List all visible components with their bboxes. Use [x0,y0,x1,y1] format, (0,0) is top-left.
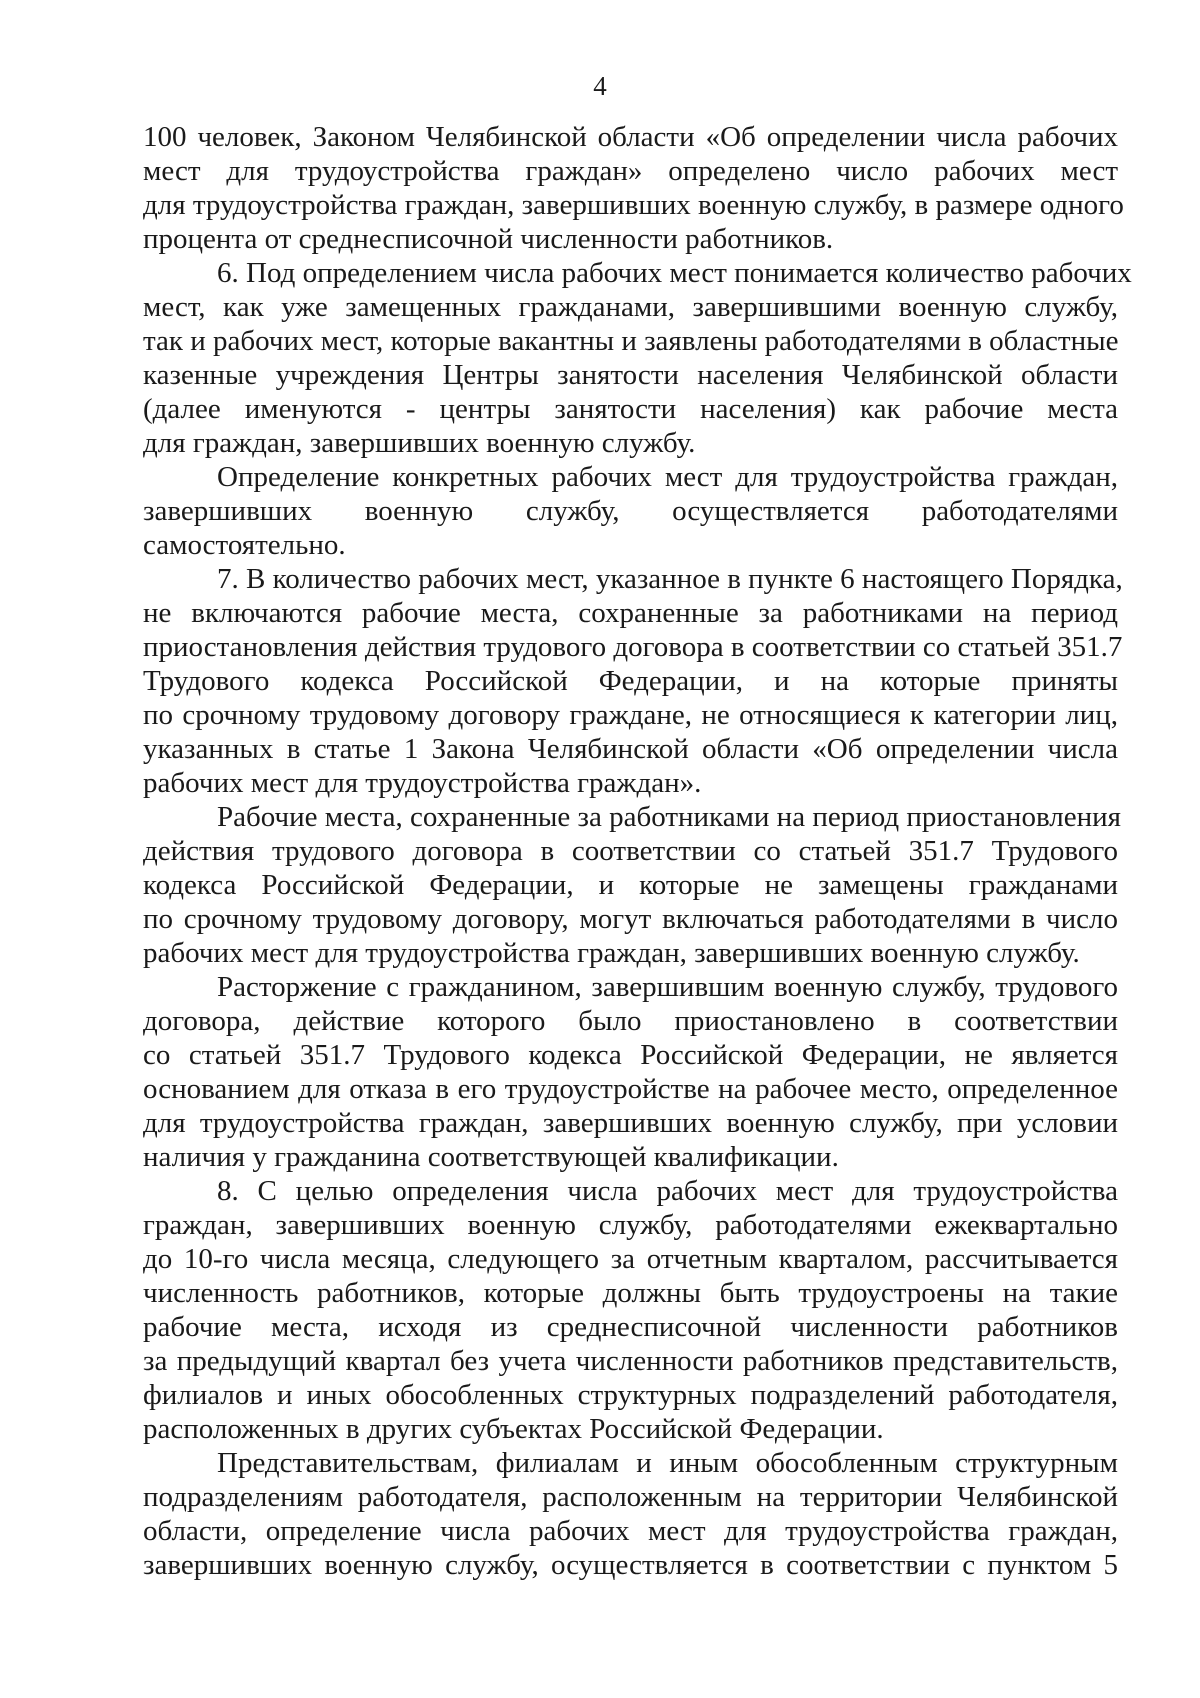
text-line: самостоятельно. [143,529,346,561]
text-line: филиалов и иных обособленных структурных подразделений работодателя, [143,1379,1118,1411]
paragraph [143,120,1124,256]
paragraph [143,460,1118,562]
text-line: для граждан, завершивших военную службу. [143,427,696,459]
text-line: расположенных в других субъектах Российской Федерации. [143,1413,884,1445]
text-line: не включаются рабочие места, сохраненные за работниками на период [143,597,1118,629]
text-line: для трудоустройства граждан, завершивших военную службу, при условии [143,1107,1118,1139]
text-line: основанием для отказа в его трудоустройстве на рабочее место, определенное [143,1073,1118,1105]
text-line: Трудового кодекса Российской Федерации, и на которые приняты [143,665,1118,697]
text-line: наличия у гражданина соответствующей квалификации. [143,1141,839,1173]
text-line: завершивших военную службу, осуществляется работодателями [143,495,1118,527]
text-line: области, определение числа рабочих мест для трудоустройства граждан, [143,1515,1118,1547]
text-line: указанных в статье 1 Закона Челябинской области «Об определении числа [143,733,1118,765]
text-line: со статьей 351.7 Трудового кодекса Российской Федерации, не является [143,1039,1118,1071]
text-line: по срочному трудовому договору граждане, не относящиеся к категории лиц, [143,699,1118,731]
text-line: численность работников, которые должны быть трудоустроены на такие [143,1277,1118,1309]
text-line: завершивших военную службу, осуществляется в соответствии с пунктом 5 [143,1549,1118,1581]
text-line: подразделениям работодателя, расположенным на территории Челябинской [143,1481,1118,1513]
text-line: для трудоустройства граждан, завершивших военную службу, в размере одного [143,189,1124,221]
text-line: процента от среднесписочной численности работников. [143,223,834,255]
text-line: Представительствам, филиалам и иным обособленным структурным [217,1447,1118,1479]
paragraph [143,1446,1118,1582]
text-line: 7. В количество рабочих мест, указанное в пункте 6 настоящего Порядка, [217,563,1123,595]
text-line: кодекса Российской Федерации, и которые не замещены гражданами [143,869,1118,901]
paragraph [143,970,1118,1174]
text-line: казенные учреждения Центры занятости населения Челябинской области [143,359,1118,391]
text-line: рабочие места, исходя из среднесписочной численности работников [143,1311,1118,1343]
paragraph [143,800,1121,970]
text-line: мест, как уже замещенных гражданами, завершившими военную службу, [143,291,1118,323]
text-line: до 10-го числа месяца, следующего за отчетным кварталом, рассчитывается [143,1243,1118,1275]
text-line: Рабочие места, сохраненные за работниками на период приостановления [217,801,1121,833]
page-number: 4 [593,71,607,101]
paragraph [143,562,1123,800]
text-line: так и рабочих мест, которые вакантны и заявлены работодателями в областные [143,325,1119,357]
document-body [143,120,1132,1582]
text-line: 100 человек, Законом Челябинской области «Об определении числа рабочих [143,121,1118,153]
paragraph [143,1174,1118,1446]
text-line: Определение конкретных рабочих мест для трудоустройства граждан, [217,461,1118,493]
text-line: граждан, завершивших военную службу, работодателями ежеквартально [143,1209,1118,1241]
text-line: 8. С целью определения числа рабочих мест для трудоустройства [217,1175,1118,1207]
text-line: рабочих мест для трудоустройства граждан». [143,767,702,799]
text-line: (далее именуются - центры занятости населения) как рабочие места [143,393,1118,425]
text-line: договора, действие которого было приостановлено в соответствии [143,1005,1118,1037]
text-line: действия трудового договора в соответствии со статьей 351.7 Трудового [143,835,1118,867]
text-line: за предыдущий квартал без учета численности работников представительств, [143,1345,1118,1377]
text-line: 6. Под определением числа рабочих мест понимается количество рабочих [217,257,1132,289]
paragraph [143,256,1132,460]
text-line: рабочих мест для трудоустройства граждан, завершивших военную службу. [143,937,1080,969]
text-line: Расторжение с гражданином, завершившим военную службу, трудового [217,971,1118,1003]
text-line: приостановления действия трудового договора в соответствии со статьей 351.7 [143,631,1123,663]
text-line: по срочному трудовому договору, могут включаться работодателями в число [143,903,1118,935]
text-line: мест для трудоустройства граждан» определено число рабочих мест [143,155,1118,187]
